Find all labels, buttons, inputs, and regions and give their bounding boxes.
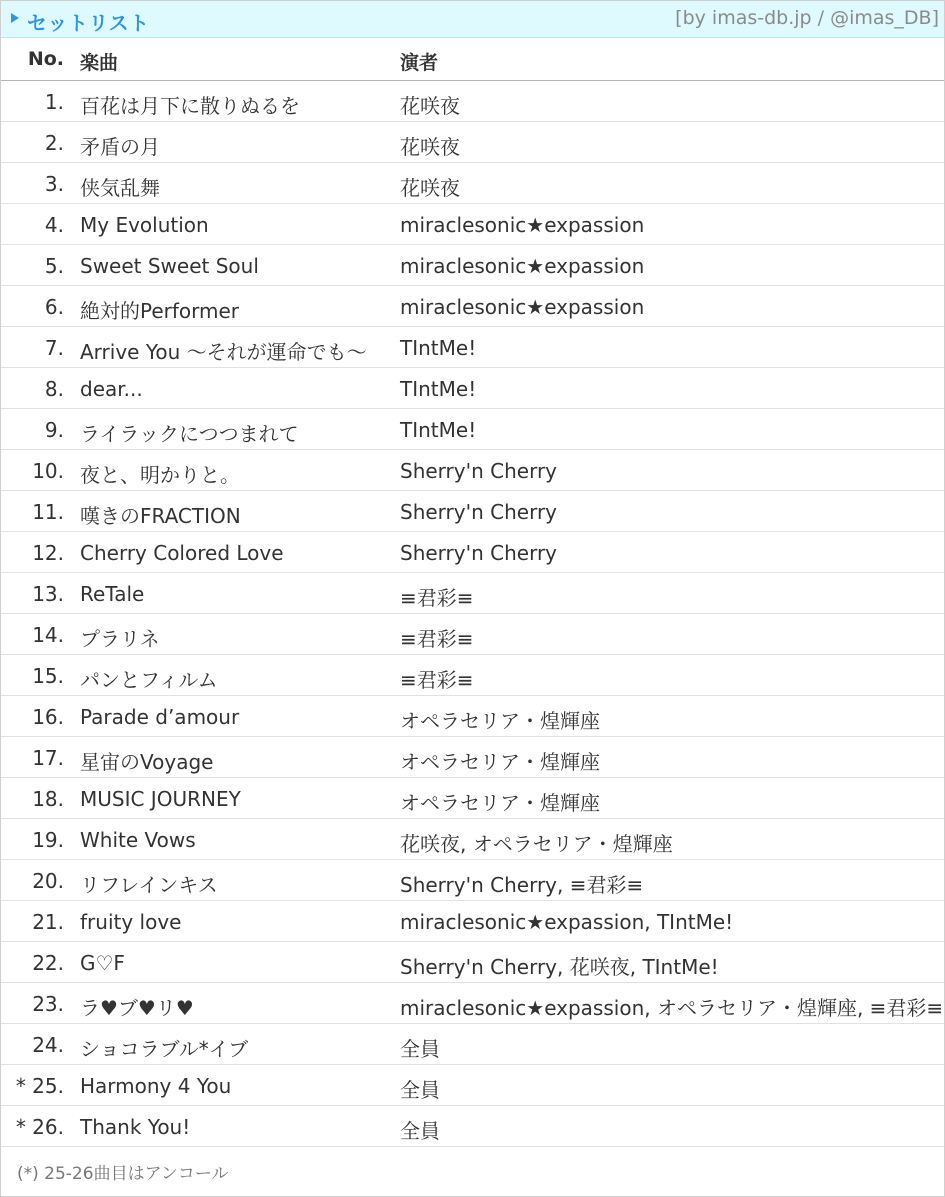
- performer: ≡君彩≡: [400, 668, 474, 692]
- table-row: [1, 1024, 944, 1065]
- song-title: dear...: [80, 377, 143, 401]
- track-number: 11.: [32, 500, 64, 524]
- track-number: 9.: [44, 418, 64, 442]
- performer: Sherry'n Cherry: [400, 541, 558, 565]
- table-row: [1, 942, 944, 983]
- performer: miraclesonic★expassion: [400, 254, 645, 278]
- song-title: Parade d’amour: [80, 705, 240, 729]
- performer: オペラセリア・煌輝座: [400, 750, 600, 774]
- performer: miraclesonic★expassion, TIntMe!: [400, 910, 734, 934]
- track-number: 16.: [32, 705, 64, 729]
- track-number: 15.: [32, 664, 64, 688]
- song-title: ライラックにつつまれて: [80, 422, 299, 446]
- performer: ≡君彩≡: [400, 586, 474, 610]
- setlist-titlebar[interactable]: [1, 1, 944, 38]
- track-number: 12.: [32, 541, 64, 565]
- table-header: [1, 38, 944, 81]
- table-row: [1, 778, 944, 819]
- table-row: [1, 286, 944, 327]
- header-artist: 演者: [400, 52, 439, 74]
- track-number: 7.: [44, 336, 64, 360]
- table-row: [1, 245, 944, 286]
- table-row: [1, 573, 944, 614]
- track-number: 3.: [44, 172, 64, 196]
- table-row: [1, 819, 944, 860]
- song-title: G♡F: [80, 951, 125, 975]
- song-title: 百花は月下に散りぬるを: [80, 94, 300, 118]
- table-row: [1, 983, 944, 1024]
- song-title: 侠気乱舞: [80, 176, 160, 200]
- song-title: ラ♥ブ♥リ♥: [80, 996, 194, 1020]
- table-row: [1, 696, 944, 737]
- track-number: 13.: [32, 582, 64, 606]
- performer: Sherry'n Cherry: [400, 459, 558, 483]
- track-number: 19.: [32, 828, 64, 852]
- performer: 花咲夜: [400, 135, 460, 159]
- song-title: 矛盾の月: [80, 135, 160, 159]
- table-row: [1, 614, 944, 655]
- table-row: [1, 491, 944, 532]
- table-row: [1, 1106, 944, 1147]
- track-number: 22.: [32, 951, 64, 975]
- table-row: [1, 532, 944, 573]
- header-song: 楽曲: [80, 52, 119, 74]
- song-title: 嘆きのFRACTION: [80, 504, 241, 528]
- track-number: * 26.: [15, 1115, 64, 1139]
- performer: miraclesonic★expassion, オペラセリア・煌輝座, ≡君彩≡: [400, 996, 944, 1020]
- credit-text: [by imas-db.jp / @imas_DB]: [675, 7, 939, 29]
- setlist-title[interactable]: セットリスト: [27, 11, 150, 35]
- performer: TIntMe!: [400, 336, 477, 360]
- track-number: 1.: [44, 90, 64, 114]
- song-title: リフレインキス: [80, 873, 218, 897]
- encore-note: (*) 25-26曲目はアンコール: [17, 1164, 229, 1184]
- song-title: White Vows: [80, 828, 196, 852]
- song-title: MUSIC JOURNEY: [80, 787, 241, 811]
- performer: オペラセリア・煌輝座: [400, 709, 600, 733]
- performer: miraclesonic★expassion: [400, 213, 645, 237]
- song-title: 絶対的Performer: [80, 299, 240, 323]
- performer: 花咲夜: [400, 94, 460, 118]
- performer: 花咲夜: [400, 176, 460, 200]
- performer: Sherry'n Cherry, ≡君彩≡: [400, 873, 644, 897]
- table-row: [1, 327, 944, 368]
- track-number: 24.: [32, 1033, 64, 1057]
- table-row: [1, 204, 944, 245]
- performer: オペラセリア・煌輝座: [400, 791, 600, 815]
- performer: Sherry'n Cherry, 花咲夜, TIntMe!: [400, 955, 719, 979]
- song-title: Sweet Sweet Soul: [80, 254, 259, 278]
- track-number: 14.: [32, 623, 64, 647]
- table-row: [1, 368, 944, 409]
- table-row: [1, 122, 944, 163]
- table-row: [1, 901, 944, 942]
- setlist-table-body: [1, 81, 944, 1147]
- performer: 全員: [400, 1078, 440, 1102]
- performer: TIntMe!: [400, 377, 477, 401]
- performer: miraclesonic★expassion: [400, 295, 645, 319]
- track-number: 18.: [32, 787, 64, 811]
- song-title: Thank You!: [80, 1115, 191, 1139]
- song-title: 星宙のVoyage: [80, 750, 214, 774]
- track-number: 23.: [32, 992, 64, 1016]
- table-row: [1, 450, 944, 491]
- song-title: Cherry Colored Love: [80, 541, 284, 565]
- song-title: 夜と、明かりと。: [80, 463, 240, 487]
- performer: ≡君彩≡: [400, 627, 474, 651]
- track-number: 5.: [44, 254, 64, 278]
- table-row: [1, 1065, 944, 1106]
- track-number: 21.: [32, 910, 64, 934]
- track-number: 20.: [32, 869, 64, 893]
- song-title: プラリネ: [80, 627, 160, 651]
- song-title: My Evolution: [80, 213, 209, 237]
- table-row: [1, 409, 944, 450]
- performer: 花咲夜, オペラセリア・煌輝座: [400, 832, 673, 856]
- song-title: Harmony 4 You: [80, 1074, 232, 1098]
- table-row: [1, 655, 944, 696]
- table-row: [1, 860, 944, 901]
- track-number: 8.: [44, 377, 64, 401]
- header-no: No.: [27, 48, 64, 70]
- performer: Sherry'n Cherry: [400, 500, 558, 524]
- table-row: [1, 737, 944, 778]
- song-title: パンとフィルム: [80, 668, 218, 692]
- performer: 全員: [400, 1119, 440, 1143]
- track-number: 17.: [32, 746, 64, 770]
- track-number: 2.: [44, 131, 64, 155]
- song-title: fruity love: [80, 910, 182, 934]
- track-number: 10.: [32, 459, 64, 483]
- song-title: Arrive You 〜それが運命でも〜: [80, 340, 367, 364]
- track-number: 6.: [44, 295, 64, 319]
- song-title: ショコラブル*イブ: [80, 1037, 249, 1061]
- track-number: 4.: [44, 213, 64, 237]
- expand-triangle-icon[interactable]: [11, 13, 19, 23]
- performer: 全員: [400, 1037, 440, 1061]
- table-row: [1, 163, 944, 204]
- performer: TIntMe!: [400, 418, 477, 442]
- track-number: * 25.: [15, 1074, 64, 1098]
- song-title: ReTale: [80, 582, 145, 606]
- table-row: [1, 81, 944, 122]
